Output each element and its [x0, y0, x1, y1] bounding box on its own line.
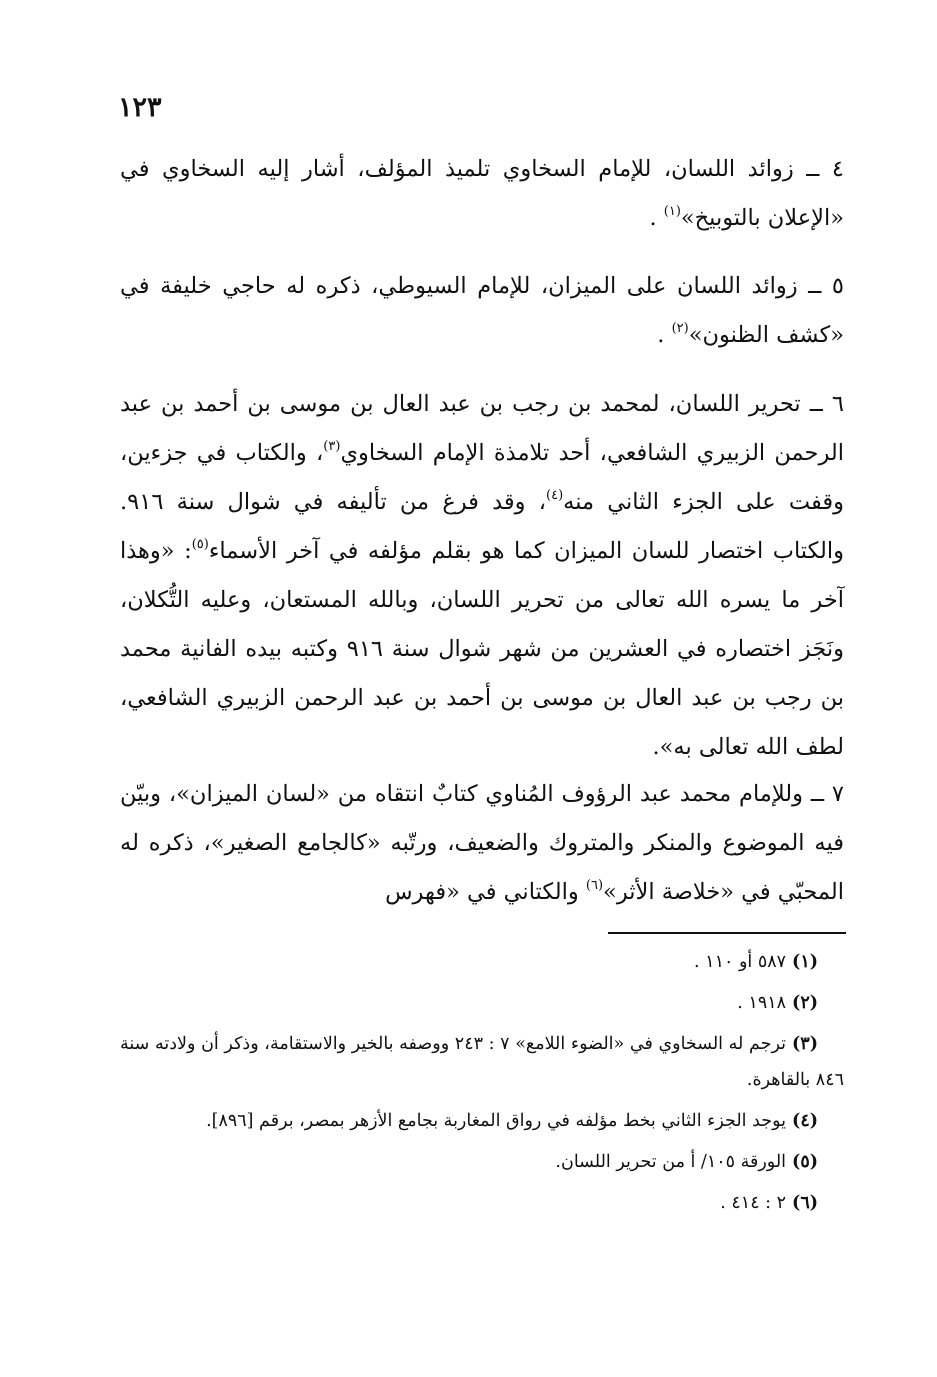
page-number: ١٢٣	[118, 92, 162, 123]
entry-number: ٧	[831, 781, 844, 807]
entry-text: .	[657, 322, 672, 348]
footnote-text: يوجد الجزء الثاني بخط مؤلفه في رواق المغاربة بجامع الأزهر بمصر، برقم [٨٩٦].	[206, 1111, 787, 1131]
footnote-text: ترجم له السخاوي في «الضوء اللامع» ٧ : ٢٤٣ ووصفه بالخير والاستقامة، وذكر أن ولادته سنة ٨٤٦ بالقاهرة.	[120, 1034, 844, 1090]
footnote-ref[interactable]: (٣)	[323, 439, 341, 454]
entry-number: ٤	[831, 156, 844, 182]
footnote-item	[120, 985, 844, 1021]
footnote-item	[120, 1144, 844, 1180]
footnote-text: ٥٨٧ أو ١١٠ .	[694, 952, 787, 972]
entry-text: ، وقد فرغ من تأليفه في شوال سنة ٩١٦. والكتاب اختصار للسان الميزان كما هو بقلم مؤلفه في آخر الأسماء	[120, 489, 844, 564]
footnote-item	[120, 944, 844, 980]
entry-text: .	[649, 205, 664, 231]
footnote-ref[interactable]: (٦)	[585, 878, 604, 893]
footnote-ref[interactable]: (٢)	[671, 321, 689, 336]
entry-dash: ــ	[808, 273, 822, 299]
entry-text: وللإمام محمد عبد الرؤوف المُناوي كتابٌ انتقاه من «لسان الميزان»، وبيّن فيه الموضوع والمنكر والمتروك والضعيف، ورتّبه «كالجامع الصغير»، ذكره له المحبّي في «خلاصة الأثر»	[120, 781, 844, 905]
entry-7-paragraph	[120, 770, 844, 917]
footnote-text: ٢ : ٤١٤ .	[720, 1193, 787, 1213]
footnote-ref[interactable]: (١)	[663, 204, 681, 219]
entry-dash: ــ	[806, 156, 820, 182]
entry-text: زوائد اللسان، للإمام السخاوي تلميذ المؤلف، أشار إليه السخاوي في «الإعلان بالتوبيخ»	[120, 156, 844, 231]
footnote-item	[120, 1103, 844, 1139]
footnote-ref[interactable]: (٥)	[191, 537, 209, 552]
footnote-number: (١)	[792, 952, 818, 972]
footnote-item	[120, 1185, 844, 1221]
footnote-text: ١٩١٨ .	[737, 993, 787, 1013]
footnotes-section	[120, 944, 844, 1226]
entry-text: زوائد اللسان على الميزان، للإمام السيوطي، ذكره له حاجي خليفة في «كشف الظنون»	[120, 273, 844, 348]
footnote-number: (٤)	[792, 1111, 818, 1131]
entry-dash: ــ	[810, 781, 825, 807]
entry-number: ٦	[831, 391, 844, 417]
entry-text: والكتاني في «فهرس	[385, 879, 586, 905]
footnote-number: (٦)	[792, 1193, 818, 1213]
entry-5-paragraph	[120, 262, 844, 360]
entry-4-paragraph	[120, 145, 844, 243]
footnote-ref[interactable]: (٤)	[546, 488, 564, 503]
entry-dash: ــ	[809, 391, 823, 417]
footnote-number: (٥)	[792, 1152, 818, 1172]
footnote-number: (٣)	[792, 1034, 818, 1054]
entry-text: تحرير اللسان، لمحمد بن رجب بن عبد العال بن موسى بن أحمد بن عبد الرحمن الزبيري الشافعي، أحد تلامذة الإمام السخاوي	[120, 391, 844, 466]
footnote-text: الورقة ١٠٥/ أ من تحرير اللسان.	[555, 1152, 787, 1172]
entry-text: : «وهذا آخر ما يسره الله تعالى من تحرير اللسان، وبالله المستعان، وعليه التُّكلان، ونَجَز اختصاره في العشرين من شهر شوال سنة ٩١٦ وكتبه بيده الفانية محمد بن رجب بن عبد العال بن موسى بن أحمد بن عبد الرحمن الزبيري الشافعي، لطف الله تعالى به».	[120, 538, 844, 760]
entry-6-paragraph	[120, 380, 844, 772]
entry-number: ٥	[831, 273, 845, 299]
entry-text: ، والكتاب في جزءين، وقفت على الجزء الثاني منه	[120, 440, 844, 515]
footnote-number: (٢)	[792, 993, 818, 1013]
footnote-separator	[608, 932, 846, 934]
footnote-item	[120, 1026, 844, 1098]
